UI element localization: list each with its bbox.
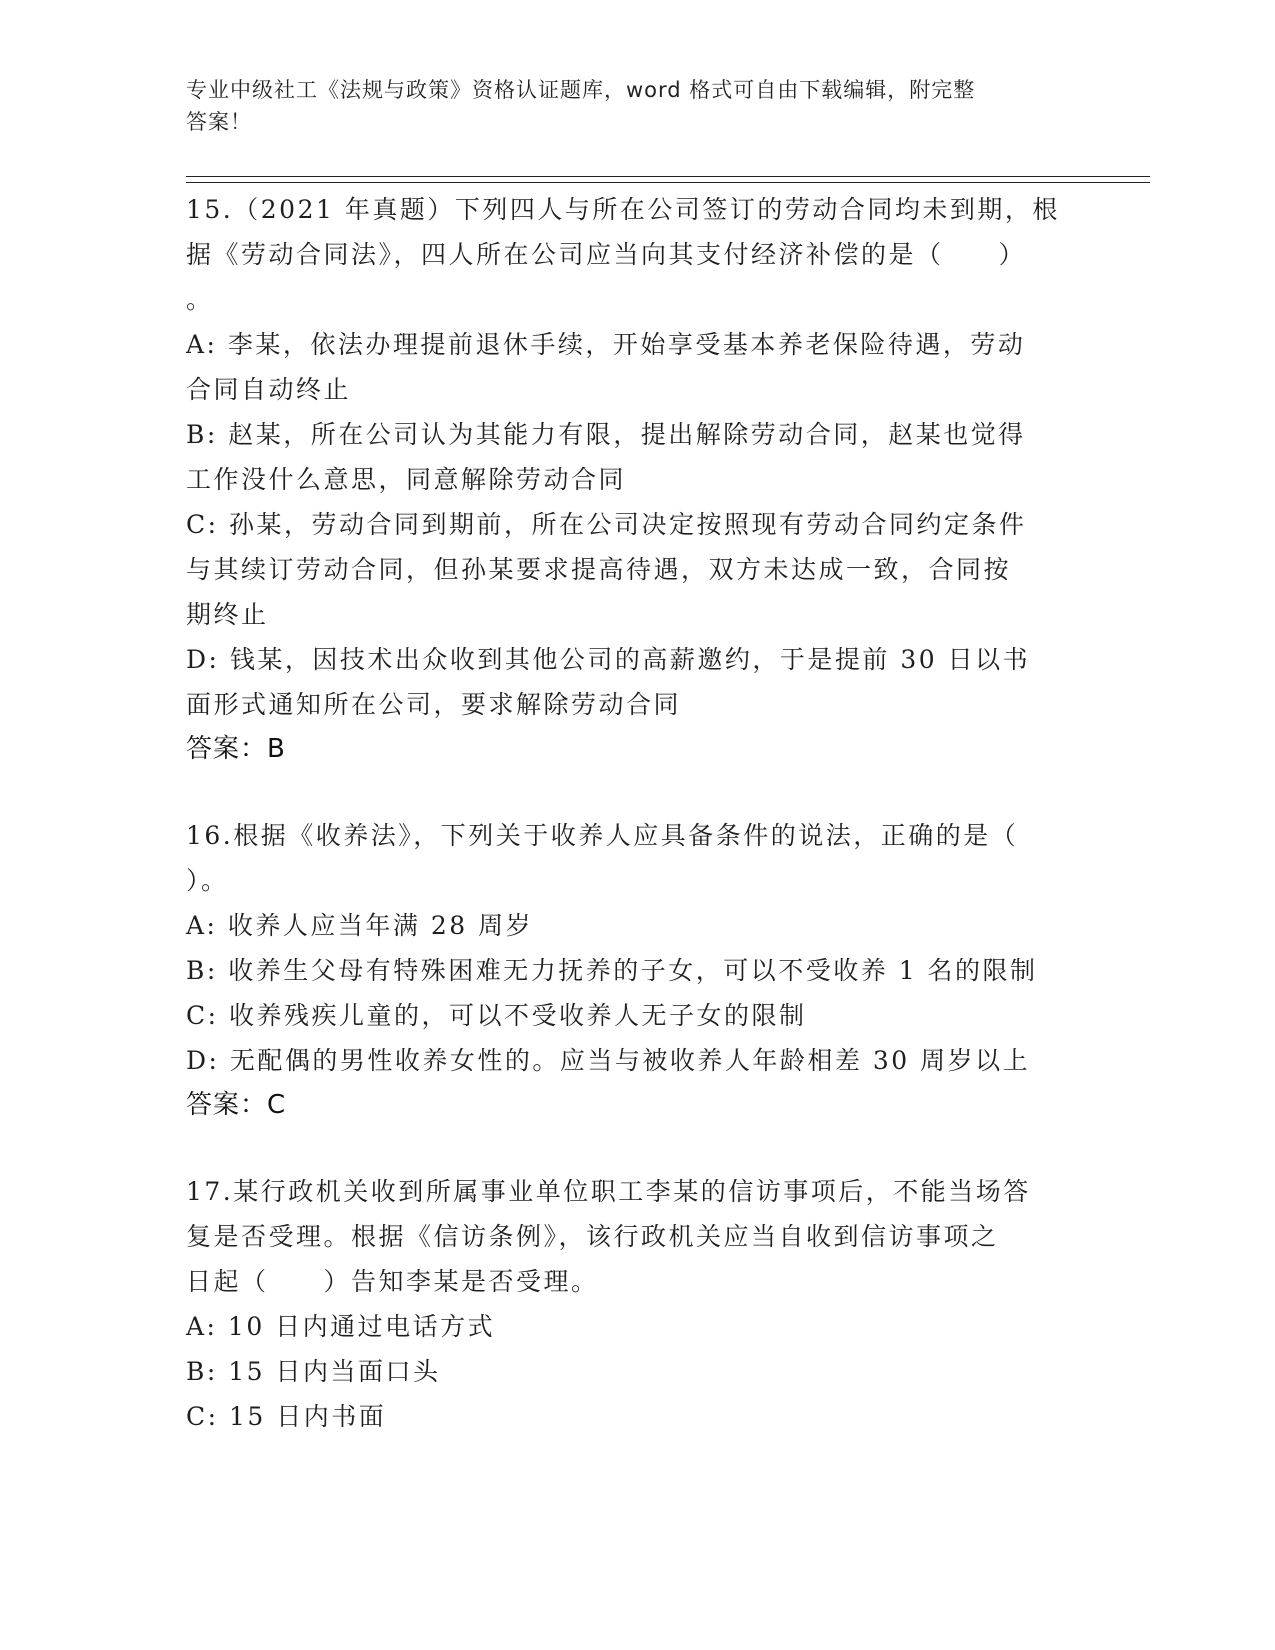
- question-list: [186, 187, 1086, 1439]
- question-17: [186, 1169, 1086, 1439]
- option-line: D: 钱某，因技术出众收到其他公司的高薪邀约，于是提前 30 日以书: [186, 645, 1031, 674]
- question-spacer: [186, 772, 1086, 813]
- option-line: 期终止: [186, 600, 269, 629]
- option-line: 与其续订劳动合同，但孙某要求提高待遇，双方未达成一致，合同按: [186, 555, 1012, 584]
- option-b: B: 15 日内当面口头: [186, 1357, 441, 1386]
- header-line-2: 答案！: [186, 110, 252, 134]
- option-line: 面形式通知所在公司，要求解除劳动合同: [186, 690, 682, 719]
- option-a: A: 10 日内通过电话方式: [186, 1312, 496, 1341]
- option-line: C: 孙某，劳动合同到期前，所在公司决定按照现有劳动合同约定条件: [186, 510, 1027, 539]
- option-a: [186, 322, 1086, 412]
- option-d: D: 无配偶的男性收养女性的。应当与被收养人年龄相差 30 周岁以上: [186, 1046, 1031, 1075]
- header-line-1: 专业中级社工《法规与政策》资格认证题库，word 格式可自由下载编辑，附完整: [186, 78, 976, 102]
- question-stem-line: 日起（ ）告知李某是否受理。: [186, 1267, 599, 1296]
- question-stem-line: 据《劳动合同法》，四人所在公司应当向其支付经济补偿的是（ ）: [186, 240, 1027, 269]
- option-b: [186, 412, 1086, 502]
- header-divider-bottom: [186, 182, 1150, 183]
- option-c: [186, 502, 1086, 637]
- option-line: A: 李某，依法办理提前退休手续，开始享受基本养老保险待遇，劳动: [186, 330, 1026, 359]
- option-line: B: 赵某，所在公司认为其能力有限，提出解除劳动合同，赵某也觉得: [186, 420, 1026, 449]
- answer-label: 答案：B: [186, 734, 286, 764]
- option-line: 合同自动终止: [186, 375, 352, 404]
- question-stem-line: 。: [186, 285, 214, 314]
- question-stem-line: 17.某行政机关收到所属事业单位职工李某的信访事项后，不能当场答: [186, 1177, 1031, 1206]
- option-d: [186, 637, 1086, 727]
- header-divider-top: [186, 176, 1150, 177]
- option-c: C: 收养残疾儿童的，可以不受收养人无子女的限制: [186, 1001, 807, 1030]
- answer-label: 答案：C: [186, 1090, 287, 1120]
- question-stem-line: ）。: [186, 866, 229, 895]
- question-stem-line: 15.（2021 年真题）下列四人与所在公司签订的劳动合同均未到期，根: [186, 195, 1060, 224]
- option-b: B: 收养生父母有特殊困难无力抚养的子女，可以不受收养 1 名的限制: [186, 956, 1038, 985]
- question-16: [186, 813, 1086, 1128]
- question-stem-line: 复是否受理。根据《信访条例》，该行政机关应当自收到信访事项之: [186, 1222, 999, 1251]
- option-a: A: 收养人应当年满 28 周岁: [186, 911, 534, 940]
- question-stem-line: 16.根据《收养法》，下列关于收养人应具备条件的说法，正确的是（: [186, 821, 1019, 850]
- option-line: 工作没什么意思，同意解除劳动合同: [186, 465, 627, 494]
- question-15: [186, 187, 1086, 772]
- question-spacer: [186, 1128, 1086, 1169]
- option-c: C: 15 日内书面: [186, 1402, 387, 1431]
- document-header: [186, 74, 1066, 138]
